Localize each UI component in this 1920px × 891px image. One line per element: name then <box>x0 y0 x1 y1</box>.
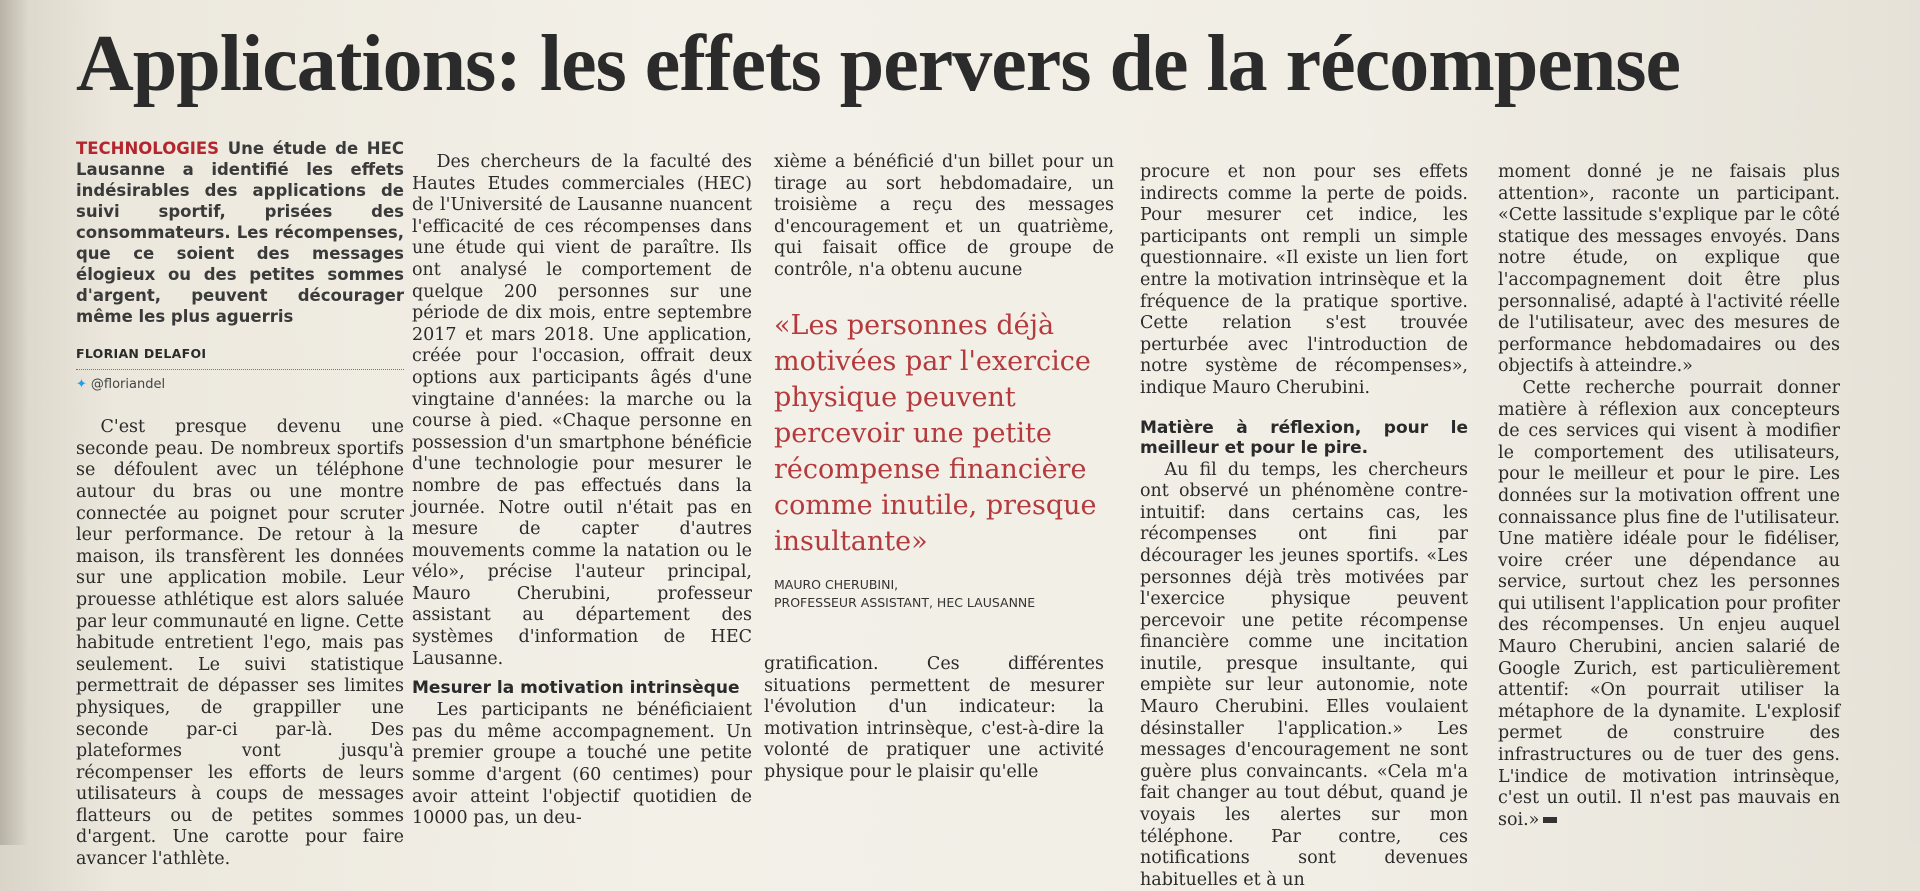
column-4 <box>1140 162 1468 891</box>
column-5 <box>1498 162 1840 831</box>
column-3-bottom <box>764 654 1104 784</box>
pull-quote-name: MAURO CHERUBINI, <box>774 577 899 592</box>
byline-divider <box>76 369 404 370</box>
body-paragraph: Les participants ne bénéficiaient pas du même accompagnement. Un premier groupe a touché une petite somme d'argent (60 centimes) pour avoir atteint l'objectif quotidien de 10000 pas, un deu- <box>412 700 752 829</box>
body-paragraph-text: Cette recherche pourrait donner matière à réflexion aux concepteurs de ces services qui visent à modifier le comportement des utilisateurs, pour le meilleur et pour le pire. Les données sur la motivation offrent une connaissance plus fine de l'utilisateur. Une matière idéale pour le fidéliser, voire créer une dépendance au service, surtout chez les personnes qui utilisent l'application pour profiter des récompenses. Un enjeu auquel Mauro Cherubini, ancien salarié de Google Zurich, est particulièrement attentif: «On pourrait utiliser la métaphore de la dynamite. L'explosif permet de construire des infrastructures ou de tuer des gens. L'indice de motivation intrinsèque, c'est un outil. Il n'est pas mauvais en soi.» <box>1498 377 1840 830</box>
body-paragraph: Au fil du temps, les chercheurs ont observé un phénomène contre-intuitif: dans certains cas, les récompenses ont fini par décourager les jeunes sportifs. «Les personnes déjà très motivées par l'exercice physique peuvent percevoir une petite récompense financière comme une incitation inutile, presque insultante, qui empiète sur leur autonomie, note Mauro Cherubini. Elles voulaient désinstaller l'application.» Les messages d'encouragement ne sont guère plus convaincants. «Cela m'a fait changer au tout début, quand je voyais les alertes sur mon téléphone. Par contre, ces notifications sont devenues habituelles et à un <box>1140 459 1468 890</box>
pull-quote-title: PROFESSEUR ASSISTANT, HEC LAUSANNE <box>774 595 1036 610</box>
page-edge <box>1910 0 1920 845</box>
subhead-motivation: Mesurer la motivation intrinsèque <box>412 678 740 699</box>
end-of-article-mark <box>1543 817 1557 823</box>
body-paragraph: gratification. Ces différentes situations permettent de mesurer l'évolution d'un indicateur: la motivation intrinsèque, c'est-à-dire la volonté de pratiquer une activité physique pour le plaisir qu'elle <box>764 654 1104 782</box>
twitter-handle: @floriandel <box>90 376 166 392</box>
lead-text: Une étude de HEC Lausanne a identifié les effets indésirables des applications de suivi sportif, prisées des consommateurs. Les récompenses, que ce soient des messages élogieux ou des petites sommes d'argent, peuvent décourager même les plus aguerris <box>76 139 404 326</box>
byline-twitter[interactable] <box>76 374 404 396</box>
body-paragraph: moment donné je ne faisais plus attention», raconte un participant. «Cette lassitude s'explique par le côté statique des messages envoyés. Dans notre étude, on explique que l'accompagnement doit être plus personnalisé, adapté à l'activité réelle de l'utilisateur, avec des mesures de performance hebdomadaires ou des objectifs à atteindre.» <box>1498 162 1840 377</box>
body-paragraph: procure et non pour ses effets indirects comme la perte de poids. Pour mesurer cet indice, les participants ont rempli un simple questionnaire. «Il existe un lien fort entre la motivation intrinsèque et la fréquence de la pratique sportive. Cette relation s'est trouvée perturbée avec l'introduction de notre système de récompenses», indique Mauro Cherubini. <box>1140 162 1468 398</box>
article-lead <box>76 138 404 327</box>
article-headline: Applications: les effets pervers de la récompense <box>76 20 1680 108</box>
subhead-reflexion: Matière à réflexion, pour le meilleur et pour le pire. <box>1140 417 1468 458</box>
section-kicker: TECHNOLOGIES <box>76 139 220 158</box>
body-paragraph: C'est presque devenu une seconde peau. De nombreux sportifs se défoulent avec un téléphone autour du bras ou une montre connectée au poignet pour scruter leur performance. De retour à la maison, ils transfèrent les données sur une application mobile. Leur prouesse athlétique est alors saluée par leur communauté en ligne. Cette habitude entretient l'ego, mais pas seulement. Le suivi statistique permettrait de dépasser ses limites physiques, de grappiller une seconde par-ci par-là. Des plateformes vont jusqu'à récompenser les efforts de leurs utilisateurs à coups de messages flatteurs ou de petites sommes d'argent. Une carotte pour faire avancer l'athlète. <box>76 417 404 870</box>
page-fold-shadow <box>0 0 28 845</box>
pull-quote-attribution <box>774 576 1110 612</box>
body-paragraph <box>1498 378 1840 831</box>
pull-quote-text: «Les personnes déjà motivées par l'exercice physique peuvent percevoir une petite récompense financière comme inutile, presque insultante» <box>774 310 1097 557</box>
column-3-top <box>774 152 1114 282</box>
body-paragraph: Des chercheurs de la faculté des Hautes Etudes commerciales (HEC) de l'Université de Lausanne nuancent l'efficacité de ces récompenses dans une étude qui vient de paraître. Ils ont analysé le comportement de quelque 200 personnes sur une période de dix mois, entre septembre 2017 et mars 2018. Une application, créée pour l'occasion, offrait deux options aux participants âgés d'une vingtaine d'années: la marche ou la course à pied. «Chaque personne en possession d'un smartphone bénéficie d'une technologie pour mesurer le nombre de pas effectués dans la journée. Notre outil n'était pas en mesure de capter d'autres mouvements comme la natation ou le vélo», précise l'auteur principal, Mauro Cherubini, professeur assistant au département des systèmes d'information de HEC Lausanne. <box>412 152 752 669</box>
byline-author: FLORIAN DELAFOI <box>76 346 207 361</box>
body-paragraph: xième a bénéficié d'un billet pour un tirage au sort hebdomadaire, un troisième a reçu des messages d'encouragement et un quatrième, qui faisait office de groupe de contrôle, n'a obtenu aucune <box>774 152 1114 280</box>
column-1 <box>76 138 404 871</box>
column-2 <box>412 152 752 830</box>
twitter-bird-icon: ✦ <box>76 376 87 392</box>
pull-quote <box>774 308 1110 612</box>
